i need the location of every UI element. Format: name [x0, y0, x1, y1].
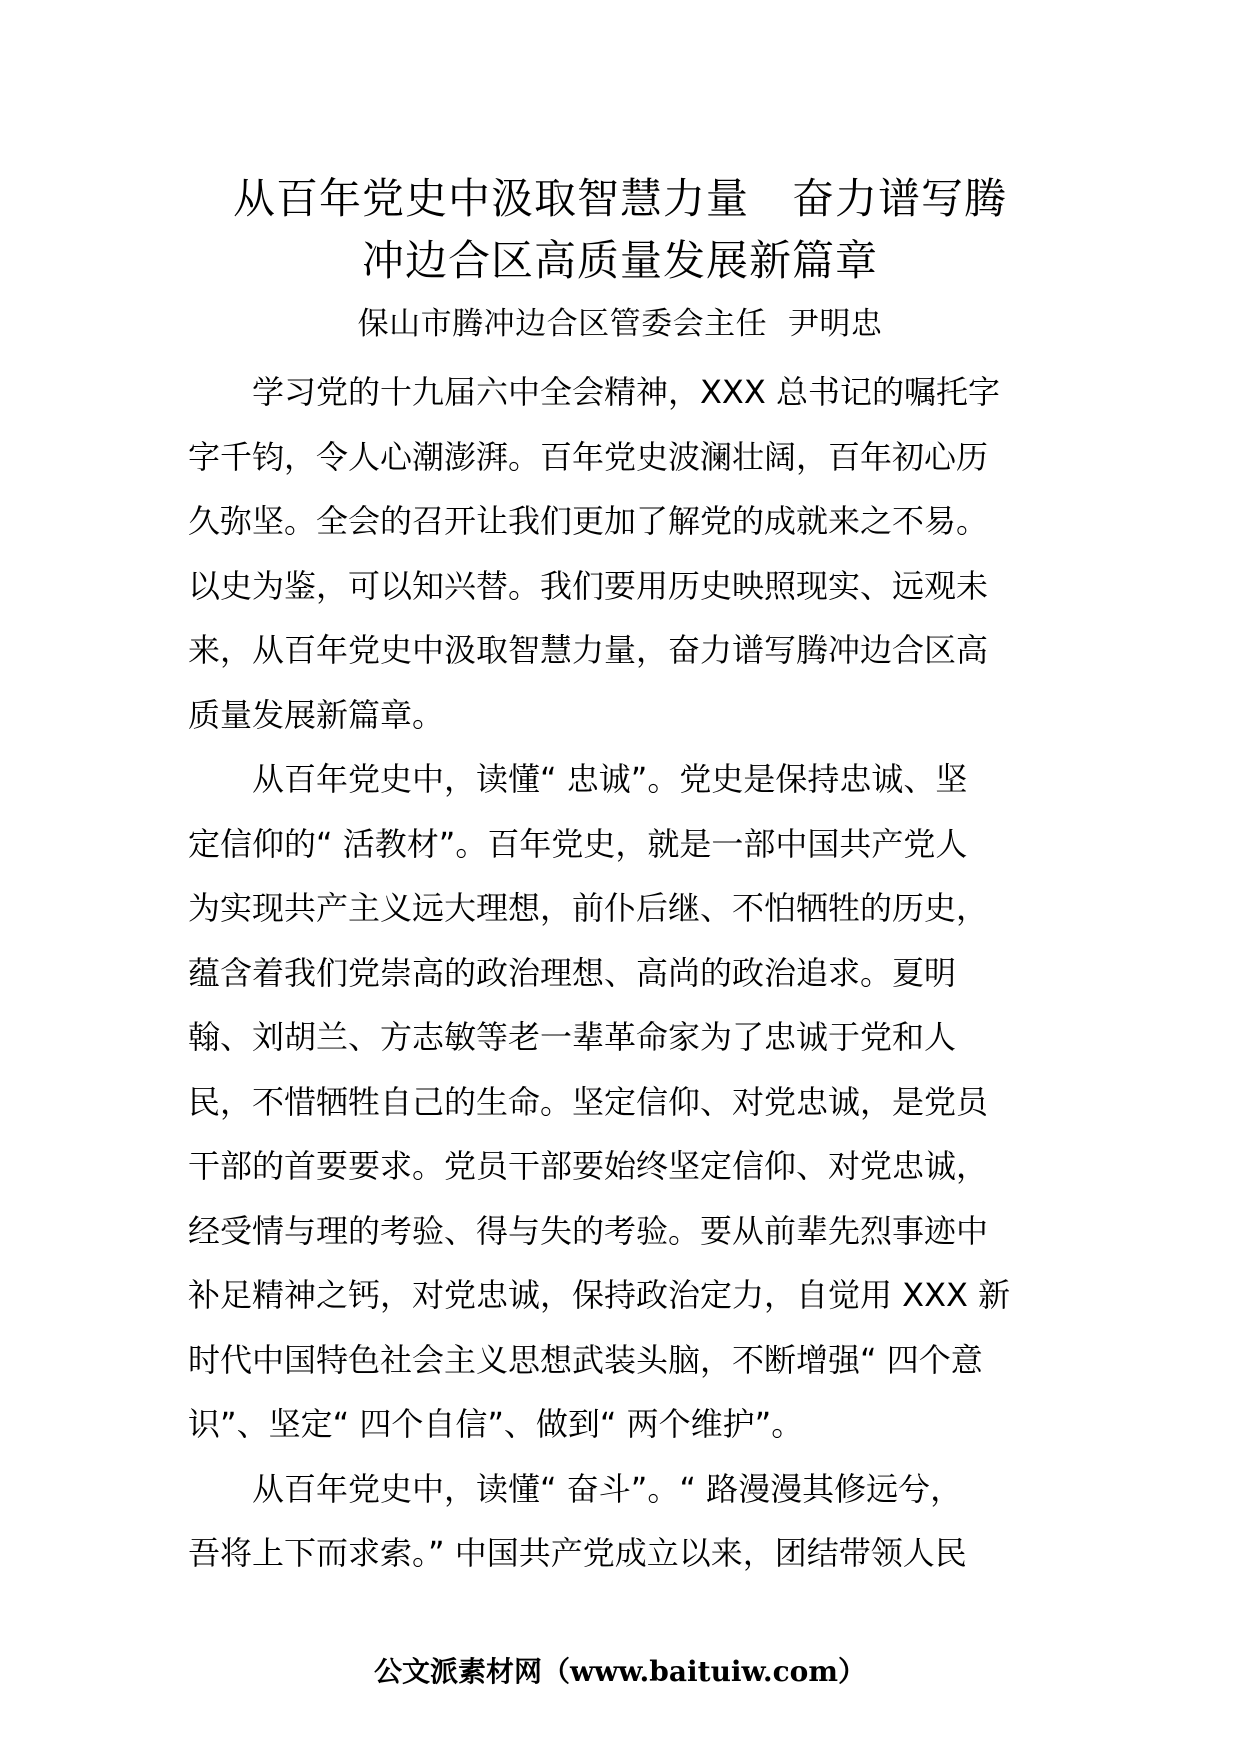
text-line: 翰、刘胡兰、方志敏等老一辈革命家为了忠诚于党和人 — [188, 1018, 957, 1056]
text-line: 从百年党史中，读懂“ 忠诚”。党史是保持忠诚、坚 — [252, 760, 968, 798]
text-line: 久弥坚。全会的召开让我们更加了解党的成就来之不易。 — [188, 502, 989, 540]
text-line: 质量发展新篇章。 — [188, 695, 445, 734]
text-line: 经受情与理的考验、得与失的考验。要从前辈先烈事迹中 — [188, 1211, 989, 1250]
article-body — [188, 360, 1058, 1586]
text-line: 为实现共产主义远大理想，前仆后继、不怕牺牲的历史， — [188, 889, 989, 927]
title-line-2: 冲边合区高质量发展新篇章 — [361, 236, 878, 285]
document-title — [0, 168, 1240, 292]
text-line: 从百年党史中，读懂“ 奋斗”。“ 路漫漫其修远兮， — [252, 1469, 963, 1508]
paragraph-1 — [188, 360, 1058, 747]
source-footer: 公文派素材网（www.baituiw.com） — [374, 1655, 866, 1688]
paragraph-3 — [188, 1457, 1058, 1586]
text-line: 补足精神之钙，对党忠诚，保持政治定力，自觉用 XXX 新 — [188, 1276, 1011, 1314]
title-line-1: 从百年党史中汲取智慧力量 奋力谱写腾 — [232, 174, 1007, 223]
text-line: 吾将上下而求索。” 中国共产党成立以来，团结带领人民 — [188, 1534, 967, 1572]
text-line: 字千钧，令人心潮澎湃。百年党史波澜壮阔，百年初心历 — [188, 437, 989, 476]
text-line: 蕴含着我们党崇高的政治理想、高尚的政治追求。夏明 — [188, 953, 957, 992]
text-line: 干部的首要要求。党员干部要始终坚定信仰、对党忠诚， — [188, 1147, 989, 1185]
paragraph-2 — [188, 747, 1058, 1457]
text-line: 识”、坚定“ 四个自信”、做到“ 两个维护”。 — [188, 1405, 804, 1443]
text-line: 学习党的十九届六中全会精神，XXX 总书记的嘱托字 — [252, 373, 1000, 411]
text-line: 时代中国特色社会主义思想武装头脑，不断增强“ 四个意 — [188, 1340, 983, 1379]
text-line: 定信仰的“ 活教材”。百年党史，就是一部中国共产党人 — [188, 824, 968, 863]
text-line: 民，不惜牺牲自己的生命。坚定信仰、对党忠诚，是党员 — [188, 1082, 989, 1121]
author-byline: 保山市腾冲边合区管委会主任 尹明忠 — [357, 306, 883, 342]
text-line: 来，从百年党史中汲取智慧力量，奋力谱写腾冲边合区高 — [188, 631, 989, 669]
text-line: 以史为鉴，可以知兴替。我们要用历史映照现实、远观未 — [188, 566, 989, 605]
